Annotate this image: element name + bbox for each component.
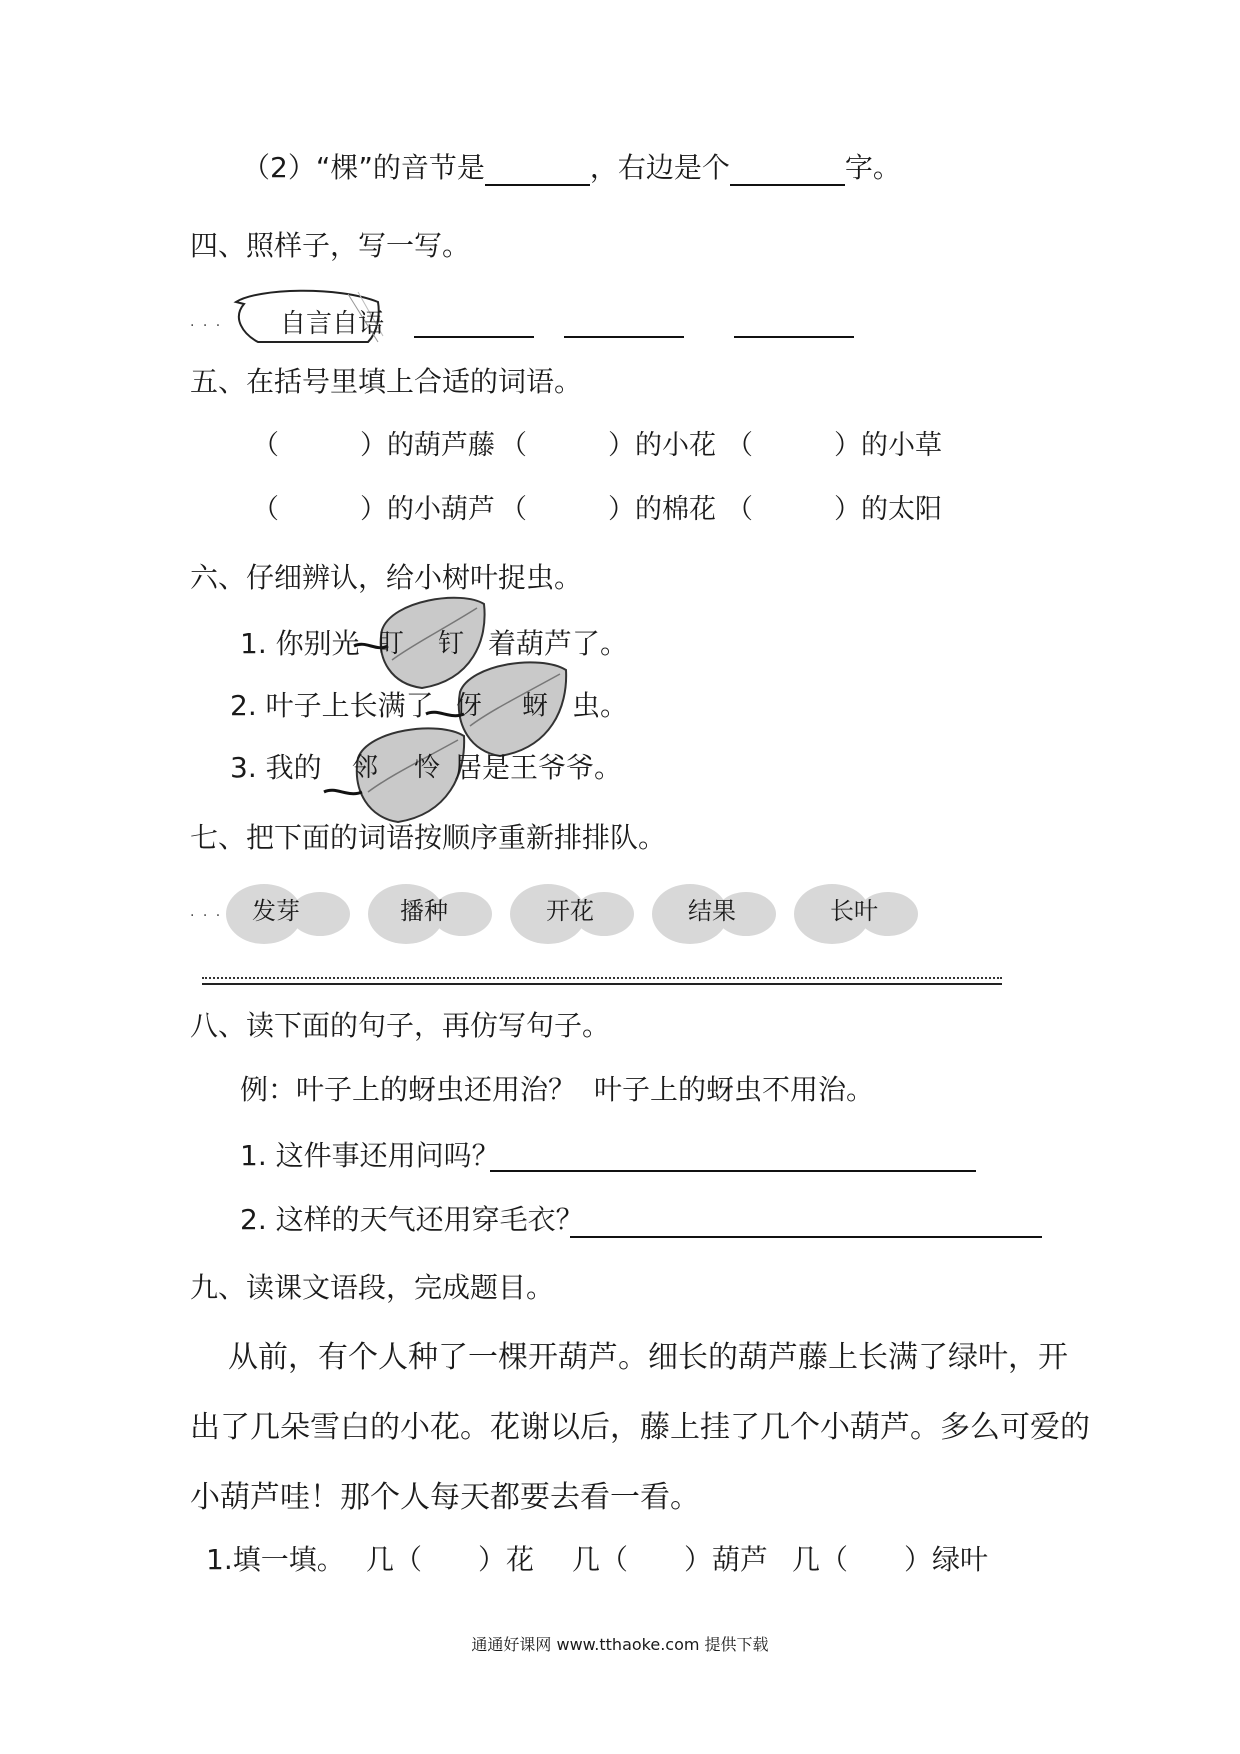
gourd-word-card[interactable]: 长叶 [792,876,924,946]
q5-item[interactable]: （ ）的小葫芦 [252,494,495,525]
q7-title: 七、把下面的词语按顺序重新排排队。 [190,821,667,854]
passage-line: 出了几朵雪白的小花。花谢以后，藤上挂了几个小葫芦。多么可爱的 [190,1410,1090,1445]
q8-example-answer: 叶子上的蚜虫不用治。 [594,1073,875,1106]
q5-title: 五、在括号里填上合适的词语。 [190,365,583,398]
q8-title: 八、读下面的句子，再仿写句子。 [190,1009,611,1042]
q9-fill-item[interactable]: 几（ ）葫芦 [572,1543,769,1576]
q8-example: 例：叶子上的蚜虫还用治？ [240,1073,577,1106]
q8-answer-line-2[interactable] [570,1236,1042,1238]
q8-item-2: 2. 这样的天气还用穿毛衣？ [240,1203,584,1236]
option-word[interactable]: 伢 [456,691,483,721]
radical-blank[interactable] [730,158,845,186]
passage-line: 从前，有个人种了一棵开葫芦。细长的葫芦藤上长满了绿叶，开 [228,1340,1068,1375]
q8-answer-line-1[interactable] [490,1170,976,1172]
q3-part2: （2）“棵”的音节是 ，右边是个 字。 [242,151,901,184]
q6-sentence-1: 1. 你别光 [240,627,360,660]
q8-item-1: 1. 这件事还用问吗？ [240,1139,500,1172]
option-word[interactable]: 怜 [414,753,441,783]
q5-item[interactable]: （ ）的太阳 [726,494,942,525]
q9-fill-item[interactable]: 几（ ）绿叶 [792,1543,989,1576]
q5-item[interactable]: （ ）的小花 [500,430,716,461]
gourd-word-card[interactable]: 结果 [650,876,782,946]
answer-line-2[interactable] [564,336,684,338]
page-footer: 通通好课网 www.tthaoke.com 提供下载 [471,1635,769,1654]
q5-item[interactable]: （ ）的小草 [726,430,942,461]
q6-title: 六、仔细辨认，给小树叶捉虫。 [190,561,583,594]
q4-title: 四、照样子，写一写。 [190,229,471,262]
passage-line: 小葫芦哇！那个人每天都要去看一看。 [190,1480,700,1515]
option-word[interactable]: 蚜 [522,691,549,721]
gourd-word-card[interactable]: 播种 [366,876,498,946]
dots-decoration: · · · [190,318,223,334]
leaf-icon [318,722,468,834]
gourd-word-card[interactable]: 开花 [508,876,640,946]
dots-decoration: · · · [190,908,223,924]
q5-item[interactable]: （ ）的葫芦藤 [252,430,495,461]
answer-line-3[interactable] [734,336,854,338]
q9-fill-item[interactable]: 几（ ）花 [366,1543,535,1576]
q6-sentence-3-end: 居是王爷爷。 [454,751,623,784]
q6-sentence-2: 2. 叶子上长满了 [230,689,434,722]
q6-sentence-1-end: 着葫芦了。 [488,627,629,660]
pinyin-blank[interactable] [485,158,590,186]
q4-example: 自言自语 [280,309,385,339]
q6-sentence-3: 3. 我的 [230,751,322,784]
option-word[interactable]: 钉 [438,629,465,659]
gourd-word-card[interactable]: 发芽 [224,876,356,946]
option-word[interactable]: 邻 [352,753,379,783]
order-answer-underline [202,983,1002,985]
q5-item[interactable]: （ ）的棉花 [500,494,716,525]
q9-title: 九、读课文语段，完成题目。 [190,1271,555,1304]
q9-fill-label: 1.填一填。 [206,1543,345,1576]
q6-sentence-2-end: 虫。 [572,689,629,722]
option-word[interactable]: 盯 [378,629,405,659]
order-answer-line[interactable] [202,977,1002,979]
answer-line-1[interactable] [414,336,534,338]
